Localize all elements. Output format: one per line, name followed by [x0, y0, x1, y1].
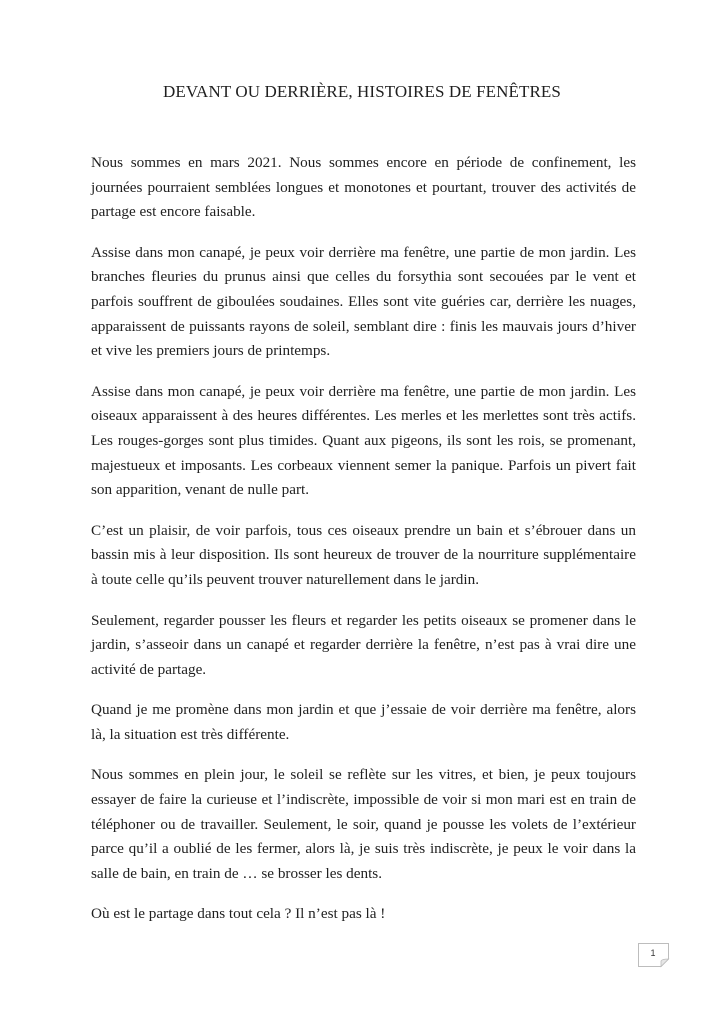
- page-number-badge: [638, 943, 670, 967]
- paragraph-3: Assise dans mon canapé, je peux voir derrière ma fenêtre, une partie de mon jardin. Les oiseaux apparaissent à des heures différentes. Les merles et les merlettes sont très actifs. Les rouges-gorges sont plus timides. Quant aux pigeons, ils sont les rois, se promenant, majestueux et imposants. Les corbeaux viennent semer la panique. Parfois un pivert fait son apparition, venant de nulle part.: [91, 382, 636, 499]
- paragraph-8: Où est le partage dans tout cela ? Il n’est pas là !: [91, 905, 386, 923]
- document-title: DEVANT OU DERRIÈRE, HISTOIRES DE FENÊTRES: [163, 82, 561, 101]
- paragraph-6: Quand je me promène dans mon jardin et que j’essaie de voir derrière ma fenêtre, alors là, la situation est très différente.: [91, 701, 636, 743]
- paragraph-1: Nous sommes en mars 2021. Nous sommes encore en période de confinement, les journées pourraient semblées longues et monotones et pourtant, trouver des activités de partage est encore faisable.: [91, 154, 636, 221]
- paragraph-7: Nous sommes en plein jour, le soleil se reflète sur les vitres, et bien, je peux toujours essayer de faire la curieuse et l’indiscrète, impossible de voir si mon mari est en train de téléphoner ou de travailler. Seulement, le soir, quand je pousse les volets de l’extérieur parce qu’il a oublié de les fermer, alors là, je suis très indiscrète, je peux le voir dans la salle de bain, en train de … se brosser les dents.: [91, 766, 636, 882]
- document-body: [91, 151, 636, 943]
- paragraph-5: Seulement, regarder pousser les fleurs et regarder les petits oiseaux se promener dans le jardin, s’asseoir dans un canapé et regarder derrière la fenêtre, n’est pas à vrai dire une activité de partage.: [91, 611, 636, 678]
- page-number: 1: [650, 948, 656, 958]
- paragraph-4: C’est un plaisir, de voir parfois, tous ces oiseaux prendre un bain et s’ébrouer dans un bassin mis à leur disposition. Ils sont heureux de trouver de la nourriture supplémentaire à toute celle qu’ils peuvent trouver naturellement dans le jardin.: [91, 521, 636, 588]
- paragraph-2: Assise dans mon canapé, je peux voir derrière ma fenêtre, une partie de mon jardin. Les branches fleuries du prunus ainsi que celles du forsythia sont secouées par le vent et parfois souffrent de giboulées soudaines. Elles sont vite guéries car, derrière les nuages, apparaissent de puissants rayons de soleil, semblant dire : finis les mauvais jours d’hiver et vive les premiers jours de printemps.: [91, 243, 636, 360]
